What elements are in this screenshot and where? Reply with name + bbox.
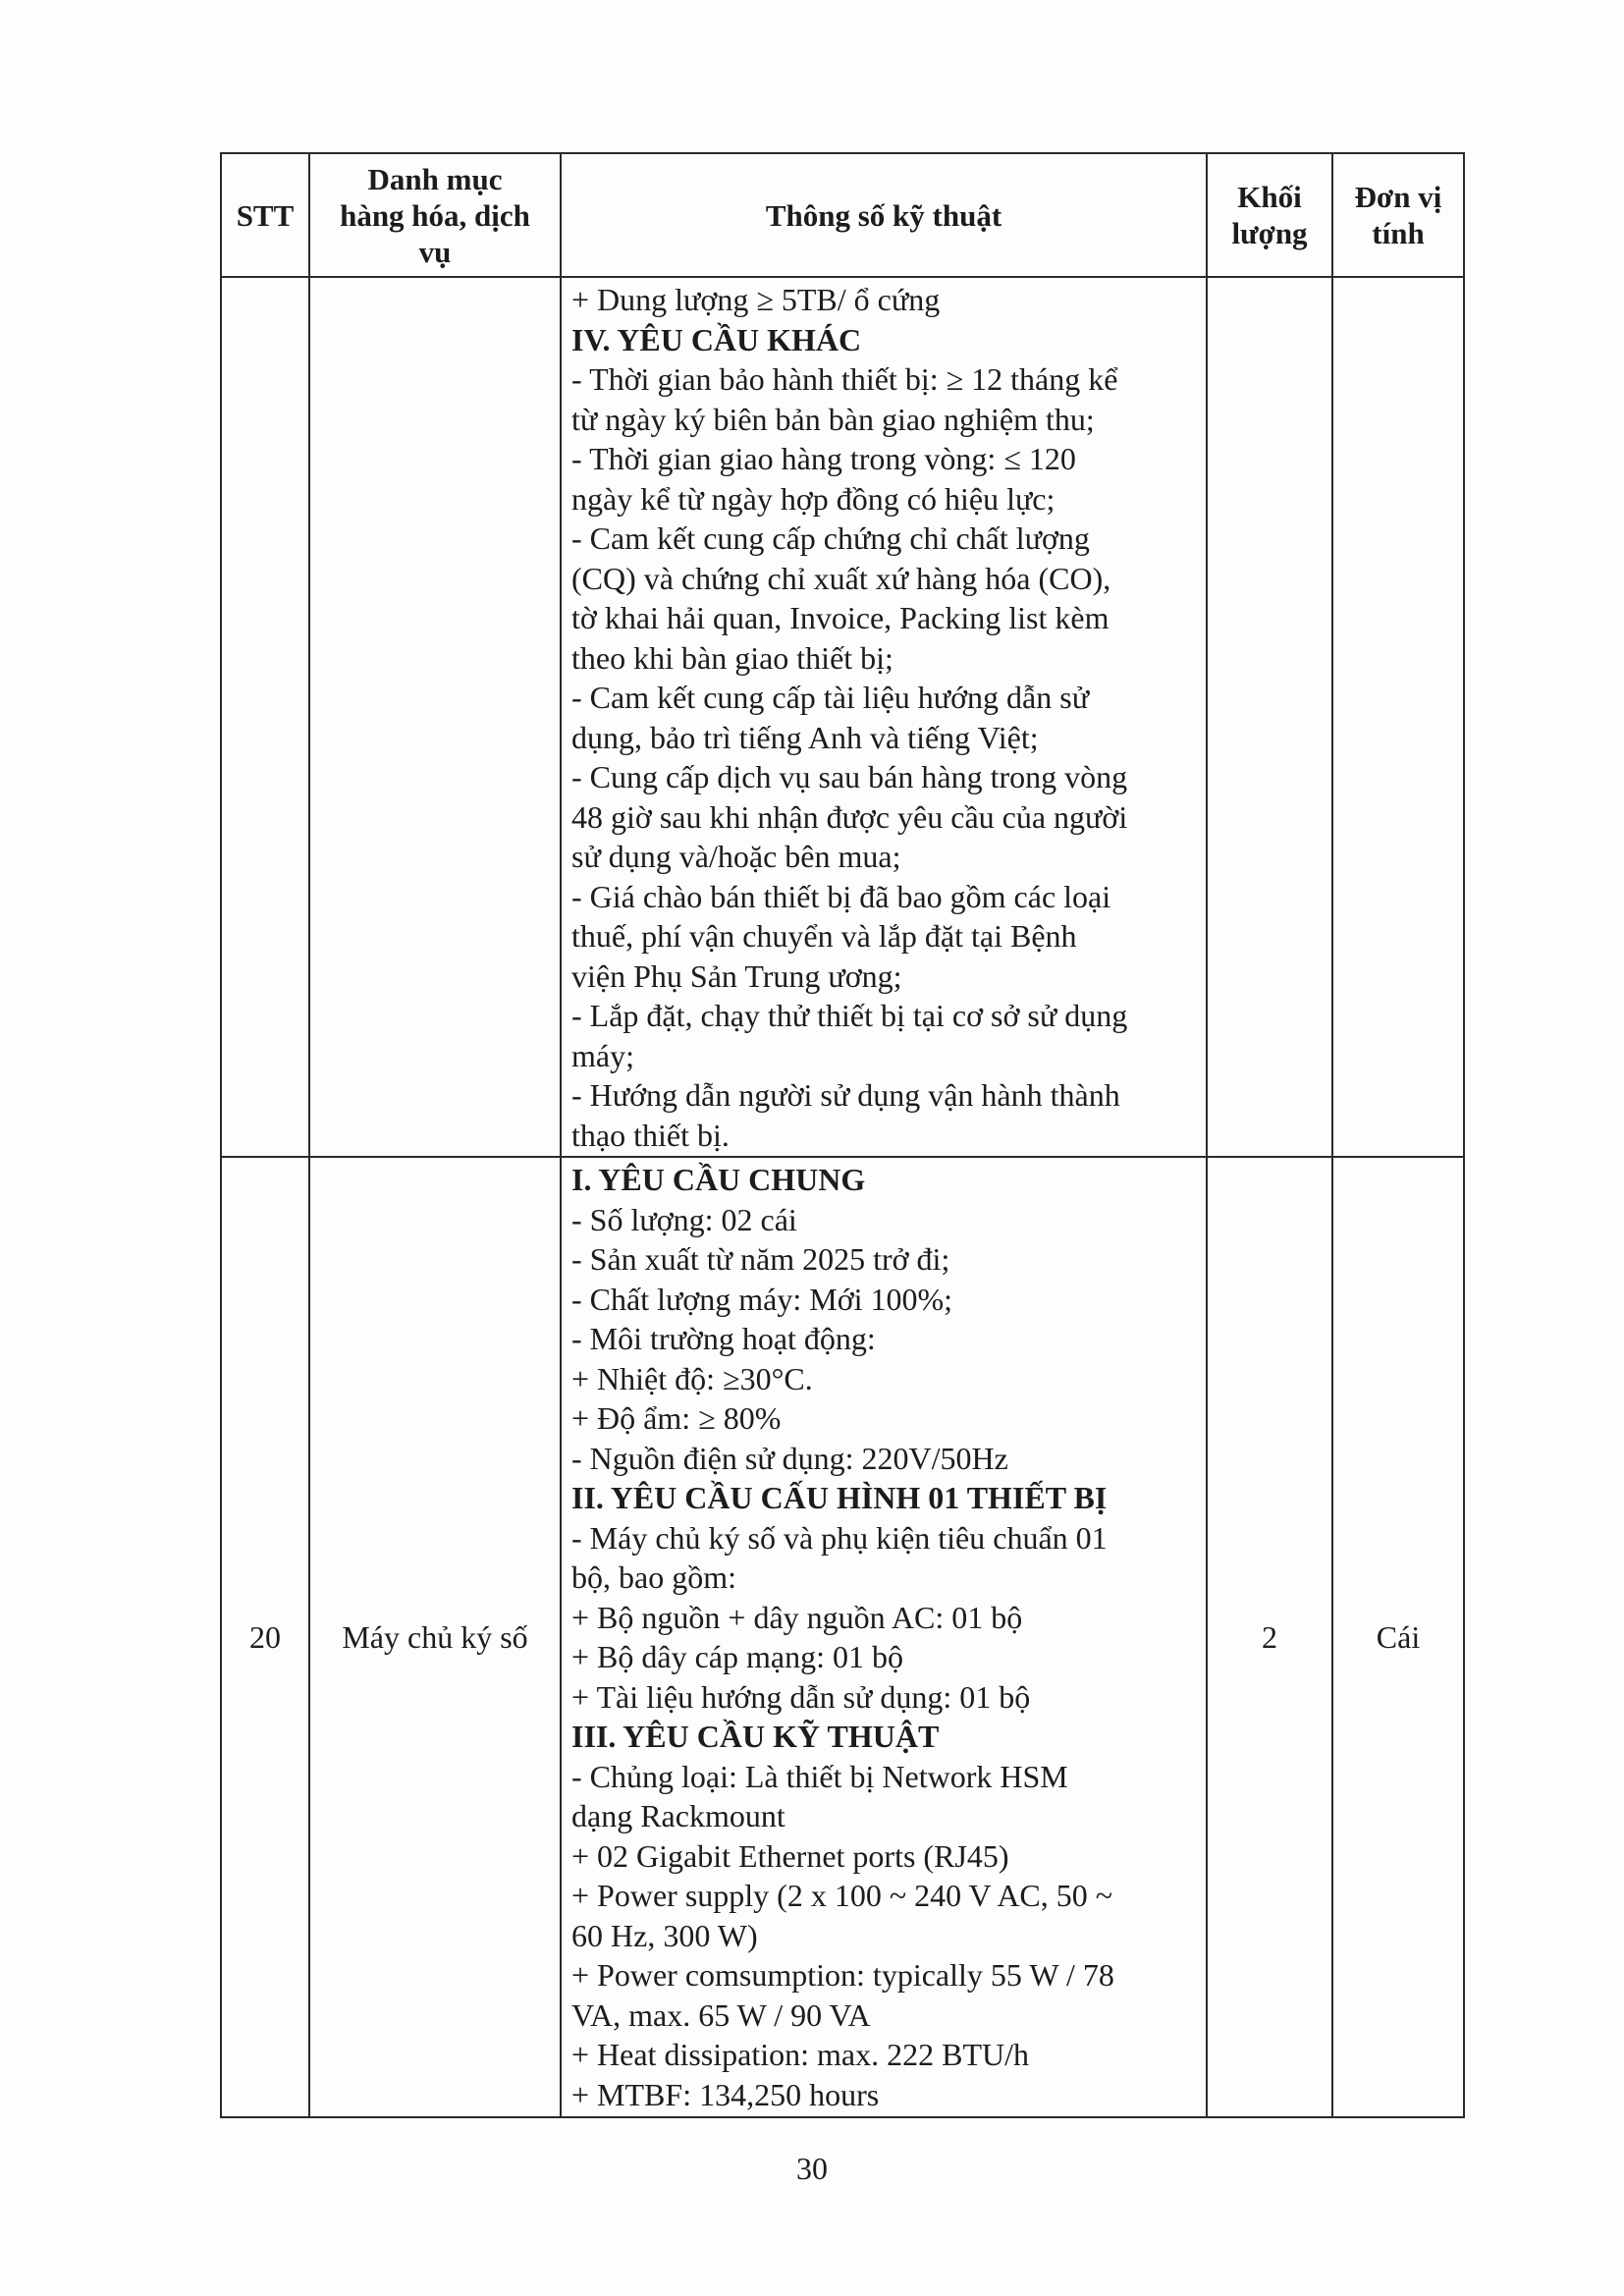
item-name-cell: Máy chủ ký số	[309, 1157, 561, 2117]
spec-line: + Power supply (2 x 100 ~ 240 V AC, 50 ~	[571, 1878, 1113, 1913]
header-spec: Thông số kỹ thuật	[561, 153, 1207, 277]
spec-cell	[561, 277, 1207, 1157]
spec-line: (CQ) và chứng chỉ xuất xứ hàng hóa (CO),	[571, 560, 1111, 596]
spec-line: - Lắp đặt, chạy thử thiết bị tại cơ sở sử dụng	[571, 998, 1128, 1033]
spec-line: VA, max. 65 W / 90 VA	[571, 1996, 871, 2033]
spec-line: + MTBF: 134,250 hours	[571, 2076, 880, 2112]
qty-cell: 2	[1207, 1157, 1332, 2117]
spec-line: dụng, bảo trì tiếng Anh và tiếng Việt;	[571, 719, 1039, 755]
spec-line: + Bộ dây cáp mạng: 01 bộ	[571, 1639, 903, 1674]
spec-line: - Số lượng: 02 cái	[571, 1201, 797, 1237]
spec-line: - Chất lượng máy: Mới 100%;	[571, 1281, 953, 1317]
stt-cell	[221, 277, 309, 1157]
header-unit: Đơn vị tính	[1332, 153, 1464, 277]
header-item: Danh mục hàng hóa, dịch vụ	[309, 153, 561, 277]
spec-line: + 02 Gigabit Ethernet ports (RJ45)	[571, 1837, 1009, 1874]
spec-line: + Heat dissipation: max. 222 BTU/h	[571, 2037, 1029, 2072]
stt-cell: 20	[221, 1157, 309, 2117]
spec-line: từ ngày ký biên bản bàn giao nghiệm thu;	[571, 401, 1095, 437]
unit-cell	[1332, 277, 1464, 1157]
unit-cell: Cái	[1332, 1157, 1464, 2117]
spec-line: - Cam kết cung cấp tài liệu hướng dẫn sử	[571, 680, 1090, 715]
section-heading: IV. YÊU CẦU KHÁC	[571, 321, 862, 357]
spec-table	[220, 152, 1465, 2118]
spec-lines	[571, 280, 1198, 1155]
spec-line: - Thời gian bảo hành thiết bị: ≥ 12 tháng kể	[571, 361, 1118, 397]
spec-line: + Bộ nguồn + dây nguồn AC: 01 bộ	[571, 1599, 1023, 1635]
spec-line: ngày kể từ ngày hợp đồng có hiệu lực;	[571, 480, 1056, 517]
table-row	[221, 277, 1464, 1157]
spec-line: - Cam kết cung cấp chứng chỉ chất lượng	[571, 520, 1090, 556]
spec-line: dạng Rackmount	[571, 1798, 785, 1833]
spec-line: bộ, bao gồm:	[571, 1559, 736, 1595]
spec-line: - Thời gian giao hàng trong vòng: ≤ 120	[571, 441, 1076, 476]
spec-line: + Độ ẩm: ≥ 80%	[571, 1400, 782, 1436]
section-heading: II. YÊU CẦU CẤU HÌNH 01 THIẾT BỊ	[571, 1480, 1108, 1515]
spec-line: - Môi trường hoạt động:	[571, 1321, 876, 1356]
spec-line: + Dung lượng ≥ 5TB/ ổ cứng	[571, 282, 941, 317]
spec-line: - Sản xuất từ năm 2025 trở đi;	[571, 1241, 950, 1277]
spec-line: + Nhiệt độ: ≥30°C.	[571, 1360, 813, 1396]
spec-line: thạo thiết bị.	[571, 1117, 730, 1153]
spec-line: 48 giờ sau khi nhận được yêu cầu của người	[571, 798, 1128, 835]
table-header-row	[221, 153, 1464, 277]
spec-cell	[561, 1157, 1207, 2117]
item-cell	[309, 277, 561, 1157]
spec-line: theo khi bàn giao thiết bị;	[571, 639, 893, 676]
spec-line: - Chủng loại: Là thiết bị Network HSM	[571, 1758, 1068, 1794]
section-heading: III. YÊU CẦU KỸ THUẬT	[571, 1719, 940, 1754]
spec-line: - Giá chào bán thiết bị đã bao gồm các loại	[571, 878, 1111, 914]
section-heading: I. YÊU CẦU CHUNG	[571, 1162, 866, 1197]
spec-line: tờ khai hải quan, Invoice, Packing list kèm	[571, 600, 1110, 635]
spec-line: máy;	[571, 1037, 634, 1073]
page-number: 30	[796, 2151, 828, 2186]
table-row	[221, 1157, 1464, 2117]
spec-line: - Nguồn điện sử dụng: 220V/50Hz	[571, 1440, 1008, 1476]
spec-line: + Tài liệu hướng dẫn sử dụng: 01 bộ	[571, 1678, 1031, 1715]
qty-cell	[1207, 277, 1332, 1157]
spec-line: viện Phụ Sản Trung ương;	[571, 957, 902, 994]
spec-line: sử dụng và/hoặc bên mua;	[571, 839, 901, 874]
spec-line: + Power comsumption: typically 55 W / 78	[571, 1957, 1114, 1993]
spec-line: - Máy chủ ký số và phụ kiện tiêu chuẩn 01	[571, 1519, 1108, 1556]
header-stt: STT	[221, 153, 309, 277]
spec-line: thuế, phí vận chuyển và lắp đặt tại Bệnh	[571, 918, 1077, 954]
spec-lines	[571, 1160, 1198, 2114]
header-qty: Khối lượng	[1207, 153, 1332, 277]
spec-line: 60 Hz, 300 W)	[571, 1917, 758, 1953]
spec-line: - Cung cấp dịch vụ sau bán hàng trong vòng	[571, 759, 1128, 794]
spec-line: - Hướng dẫn người sử dụng vận hành thành	[571, 1077, 1120, 1113]
